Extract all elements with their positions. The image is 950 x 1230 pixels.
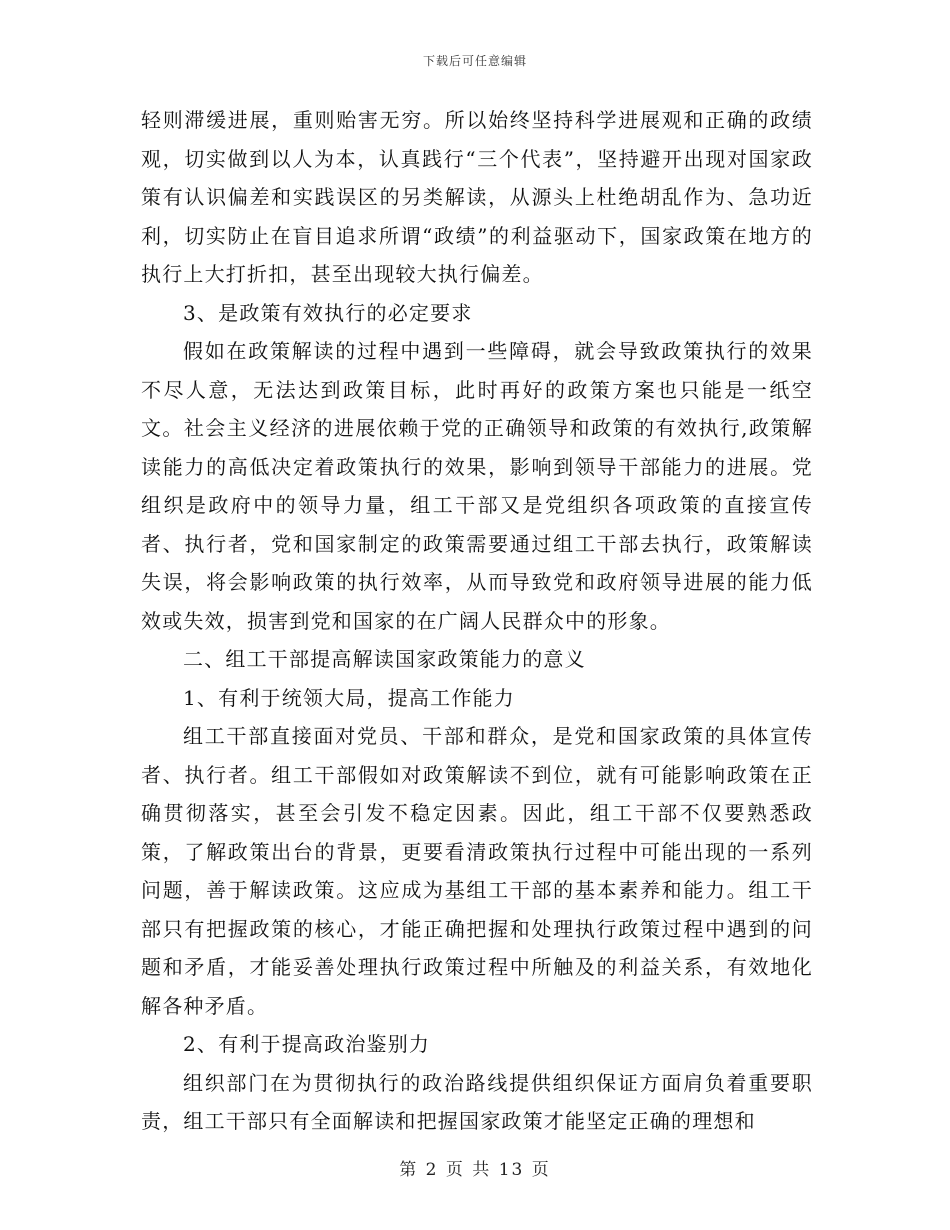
- section-heading: 3、是政策有效执行的必定要求: [183, 300, 473, 325]
- paragraph: 轻则滞缓进展，重则贻害无穷。所以始终坚持科学进展观和正确的政绩观，切实做到以人为本，认真践行“三个代表”，坚持避开出现对国家政策有认识偏差和实践误区的另类解读，从源头上杜绝胡乱作为、急功近利，切实防止在盲目追求所谓“政绩”的利益驱动下，国家政策在地方的执行上大打折扣，甚至出现较大执行偏差。: [141, 108, 813, 286]
- body-text: [141, 101, 813, 1141]
- paragraph: 假如在政策解读的过程中遇到一些障碍，就会导致政策执行的效果不尽人意，无法达到政策目标，此时再好的政策方案也只能是一纸空文。社会主义经济的进展依赖于党的正确领导和政策的有效执行,政策解读能力的高低决定着政策执行的效果，影响到领导干部能力的进展。党组织是政府中的领导力量，组工干部又是党组织各项政策的直接宣传者、执行者，党和国家制定的政策需要通过组工干部去执行，政策解读失误，将会影响政策的执行效率，从而导致党和政府领导进展的能力低效或失效，损害到党和国家的在广阔人民群众中的形象。: [141, 339, 813, 633]
- section-heading: 二、组工干部提高解读国家政策能力的意义: [183, 647, 586, 671]
- page-footer: 第 2 页 共 13 页: [399, 1160, 551, 1180]
- section-heading: 1、有利于统领大局，提高工作能力: [183, 685, 515, 710]
- paragraph: 组织部门在为贯彻执行的政治路线提供组织保证方面肩负着重要职责，组工干部只有全面解读和把握国家政策才能坚定正确的理想和: [141, 1070, 813, 1133]
- section-heading: 2、有利于提高政治鉴别力: [183, 1032, 431, 1056]
- paragraph: 组工干部直接面对党员、干部和群众，是党和国家政策的具体宣传者、执行者。组工干部假如对政策解读不到位，就有可能影响政策在正确贯彻落实，甚至会引发不稳定因素。因此，组工干部不仅要熟悉政策，了解政策出台的背景，更要看清政策执行过程中可能出现的一系列问题，善于解读政策。这应成为基组工干部的基本素养和能力。组工干部只有把握政策的核心，才能正确把握和处理执行政策过程中遇到的问题和矛盾，才能妥善处理执行政策过程中所触及的利益关系，有效地化解各种矛盾。: [141, 724, 813, 1018]
- page-header: 下载后可任意编辑: [422, 54, 527, 68]
